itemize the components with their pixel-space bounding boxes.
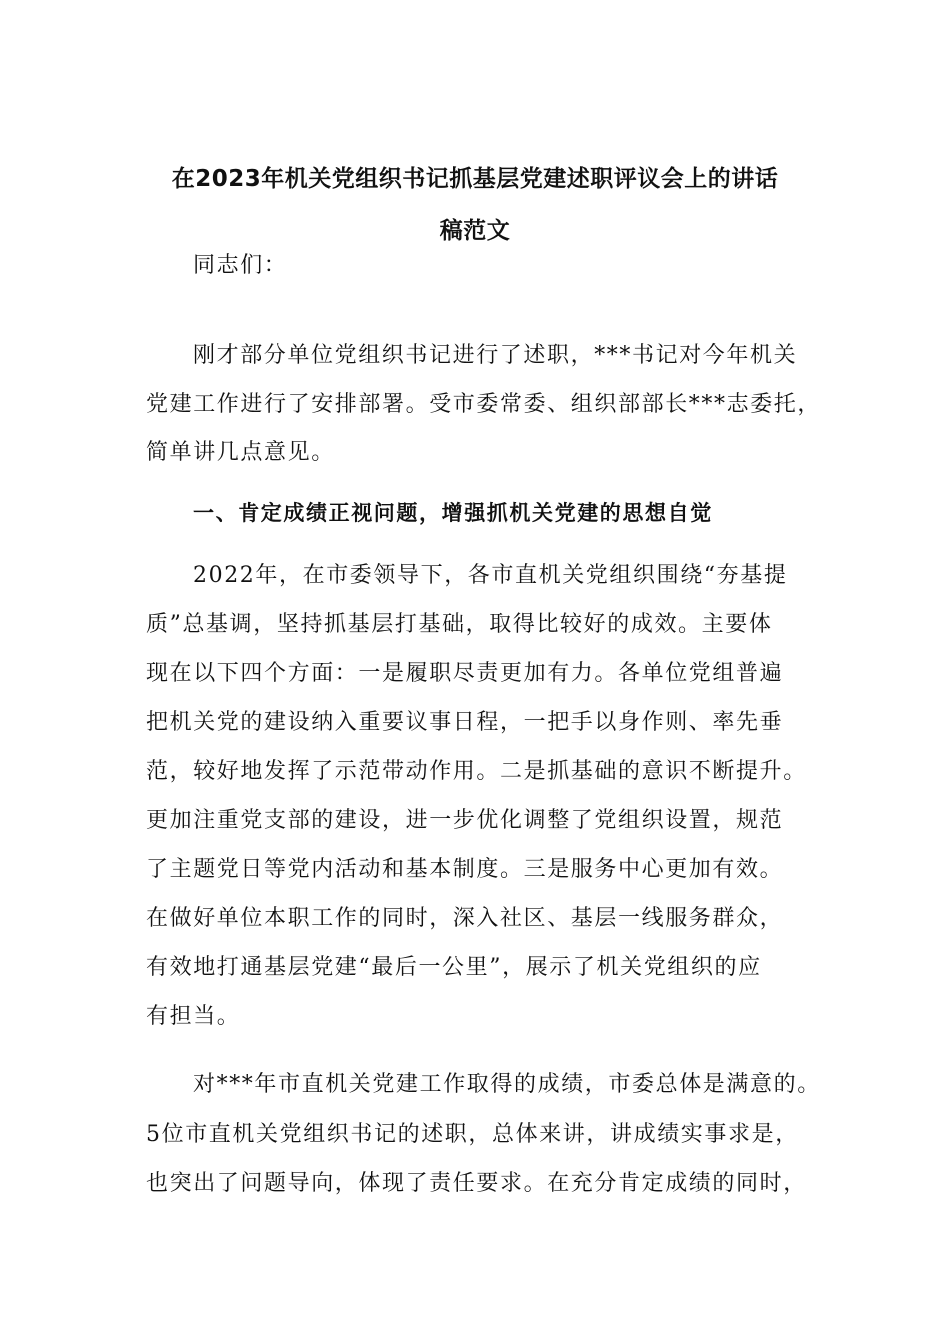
paragraph-2-line-2: 质”总基调，坚持抓基层打基础，取得比较好的成效。主要体 — [146, 612, 773, 637]
paragraph-2-line-9: 有效地打通基层党建“最后一公里”，展示了机关党组织的应 — [146, 955, 762, 980]
section-1-heading: 一、肯定成绩正视问题，增强抓机关党建的思想自觉 — [193, 501, 713, 525]
document-title-line-2: 稿范文 — [439, 218, 511, 244]
paragraph-2-line-3: 现在以下四个方面：一是履职尽责更加有力。各单位党组普遍 — [146, 661, 784, 686]
paragraph-2-line-7: 了主题党日等党内活动和基本制度。三是服务中心更加有效。 — [146, 857, 784, 882]
paragraph-1-line-1: 刚才部分单位党组织书记进行了述职，***书记对今年机关 — [193, 343, 798, 368]
salutation: 同志们： — [193, 253, 288, 278]
paragraph-1-line-2: 党建工作进行了安排部署。受市委常委、组织部部长***志委托， — [146, 392, 822, 417]
paragraph-2-line-8: 在做好单位本职工作的同时，深入社区、基层一线服务群众， — [146, 906, 784, 931]
paragraph-2-line-4: 把机关党的建设纳入重要议事日程，一把手以身作则、率先垂 — [146, 710, 784, 735]
paragraph-1-line-3: 简单讲几点意见。 — [146, 440, 335, 465]
document-title-line-1: 在2023年机关党组织书记抓基层党建述职评议会上的讲话 — [171, 166, 779, 192]
paragraph-2-line-10: 有担当。 — [146, 1004, 241, 1029]
paragraph-2-line-5: 范，较好地发挥了示范带动作用。二是抓基础的意识不断提升。 — [146, 759, 807, 784]
paragraph-3-line-1: 对***年市直机关党建工作取得的成绩，市委总体是满意的。 — [193, 1072, 821, 1097]
paragraph-3-line-2: 5位市直机关党组织书记的述职，总体来讲，讲成绩实事求是， — [146, 1122, 799, 1147]
paragraph-3-line-3: 也突出了问题导向，体现了责任要求。在充分肯定成绩的同时， — [146, 1171, 807, 1196]
paragraph-2-line-6: 更加注重党支部的建设，进一步优化调整了党组织设置，规范 — [146, 808, 784, 833]
paragraph-2-line-1: 2022年，在市委领导下，各市直机关党组织围绕“夯基提 — [193, 563, 788, 588]
